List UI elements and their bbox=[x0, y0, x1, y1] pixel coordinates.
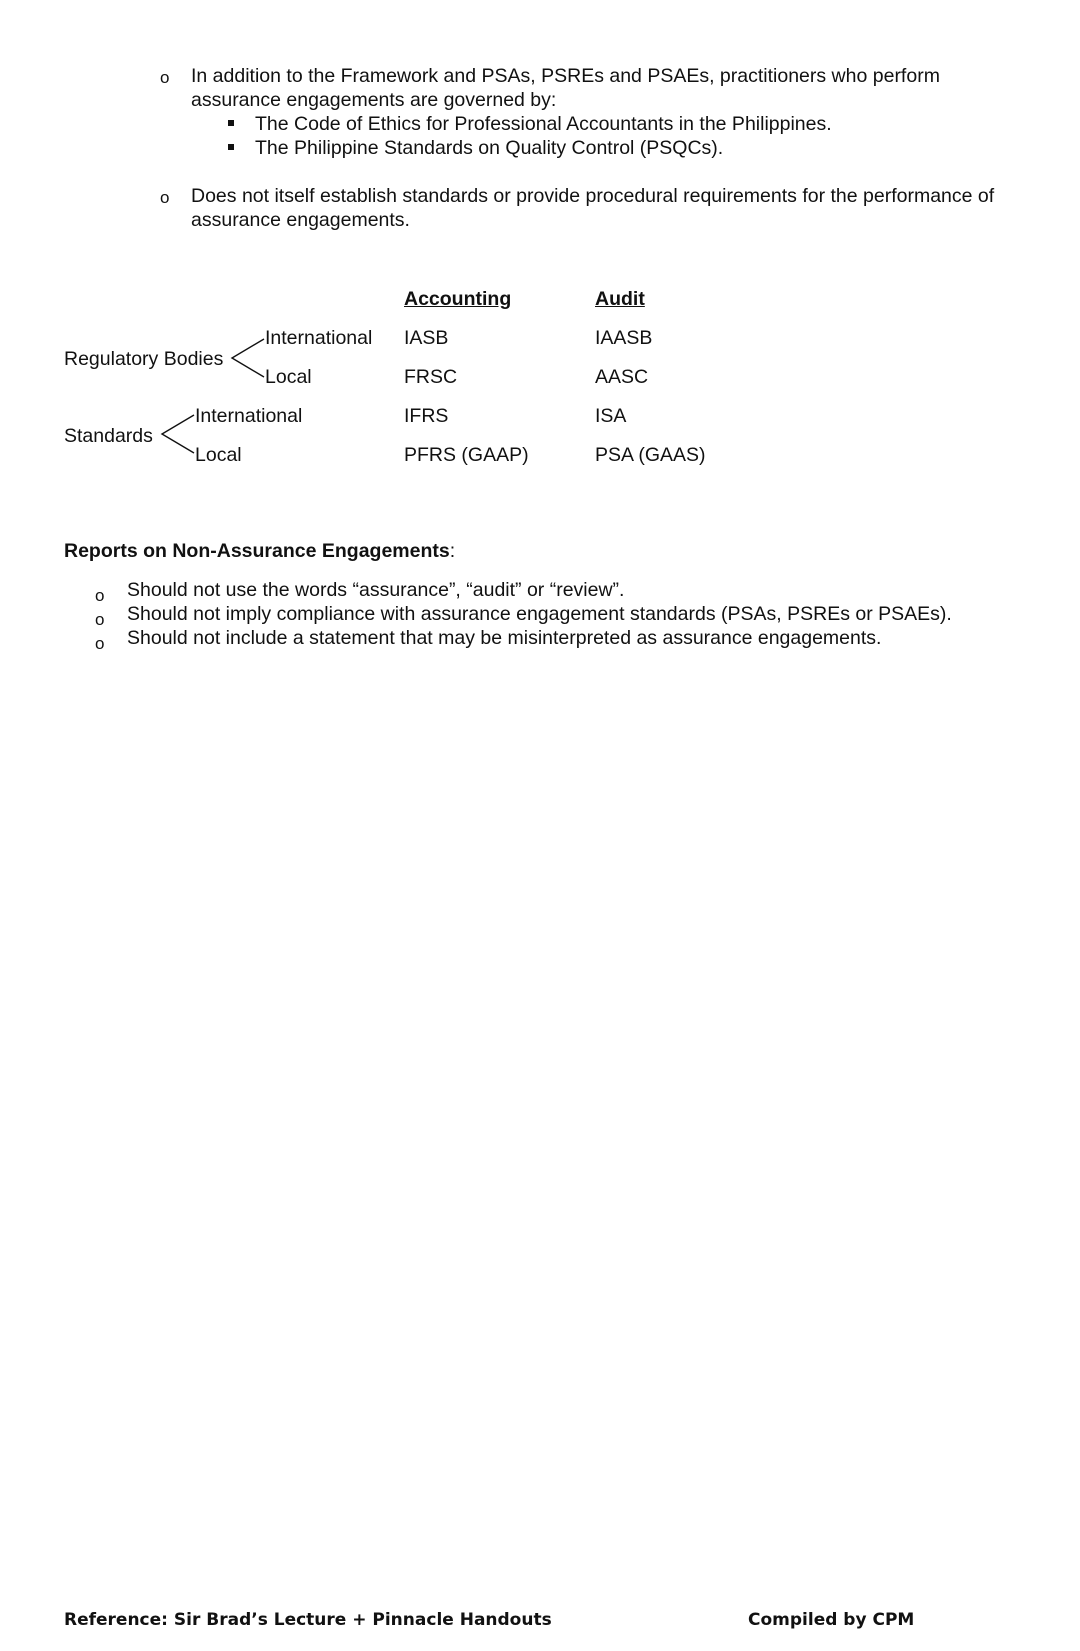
section-heading bbox=[64, 539, 455, 563]
cell-audit: PSA (GAAS) bbox=[595, 444, 706, 466]
column-header-audit: Audit bbox=[595, 288, 645, 310]
cell-accounting: FRSC bbox=[404, 366, 458, 388]
intro-item-1-line-2: assurance engagements are governed by: bbox=[191, 89, 557, 111]
scope-international: International bbox=[265, 327, 373, 349]
scope-local: Local bbox=[265, 366, 312, 388]
cell-accounting: IASB bbox=[404, 327, 449, 349]
group-label-regulatory-bodies: Regulatory Bodies bbox=[64, 348, 224, 370]
cell-audit: AASC bbox=[595, 366, 649, 388]
list-bullet: o bbox=[95, 634, 105, 653]
intro-item-2-line-2: assurance engagements. bbox=[191, 209, 410, 231]
bracket-icon bbox=[160, 414, 196, 456]
cell-accounting: PFRS (GAAP) bbox=[404, 444, 529, 466]
footer-reference: Reference: Sir Brad’s Lecture + Pinnacle Handouts bbox=[64, 1610, 552, 1630]
footer-compiled-by: Compiled by CPM bbox=[748, 1610, 915, 1630]
intro-item-2-line-1: Does not itself establish standards or provide procedural requirements for the performance of bbox=[191, 185, 995, 207]
report-item: Should not use the words “assurance”, “audit” or “review”. bbox=[127, 579, 625, 601]
section-heading-text: Reports on Non-Assurance Engagements bbox=[64, 540, 450, 562]
scope-local: Local bbox=[195, 444, 242, 466]
section-heading-colon: : bbox=[449, 540, 456, 562]
scope-international: International bbox=[195, 405, 303, 427]
sub-item-code-of-ethics: The Code of Ethics for Professional Accountants in the Philippines. bbox=[255, 113, 832, 135]
list-bullet: o bbox=[160, 68, 170, 87]
column-header-accounting: Accounting bbox=[404, 288, 512, 310]
cell-audit: IAASB bbox=[595, 327, 653, 349]
cell-accounting: IFRS bbox=[404, 405, 449, 427]
list-bullet: o bbox=[95, 586, 105, 605]
list-bullet: o bbox=[160, 188, 170, 207]
report-item: Should not include a statement that may be misinterpreted as assurance engagements. bbox=[127, 627, 882, 649]
intro-item-1-line-1: In addition to the Framework and PSAs, PSREs and PSAEs, practitioners who perform bbox=[191, 65, 940, 87]
sub-item-psqc: The Philippine Standards on Quality Control (PSQCs). bbox=[255, 137, 724, 159]
list-bullet: o bbox=[95, 610, 105, 629]
group-label-standards: Standards bbox=[64, 425, 153, 447]
square-bullet bbox=[228, 120, 234, 126]
square-bullet bbox=[228, 144, 234, 150]
report-item: Should not imply compliance with assurance engagement standards (PSAs, PSREs or PSAEs). bbox=[127, 603, 952, 625]
bracket-icon bbox=[230, 338, 266, 380]
cell-audit: ISA bbox=[595, 405, 627, 427]
